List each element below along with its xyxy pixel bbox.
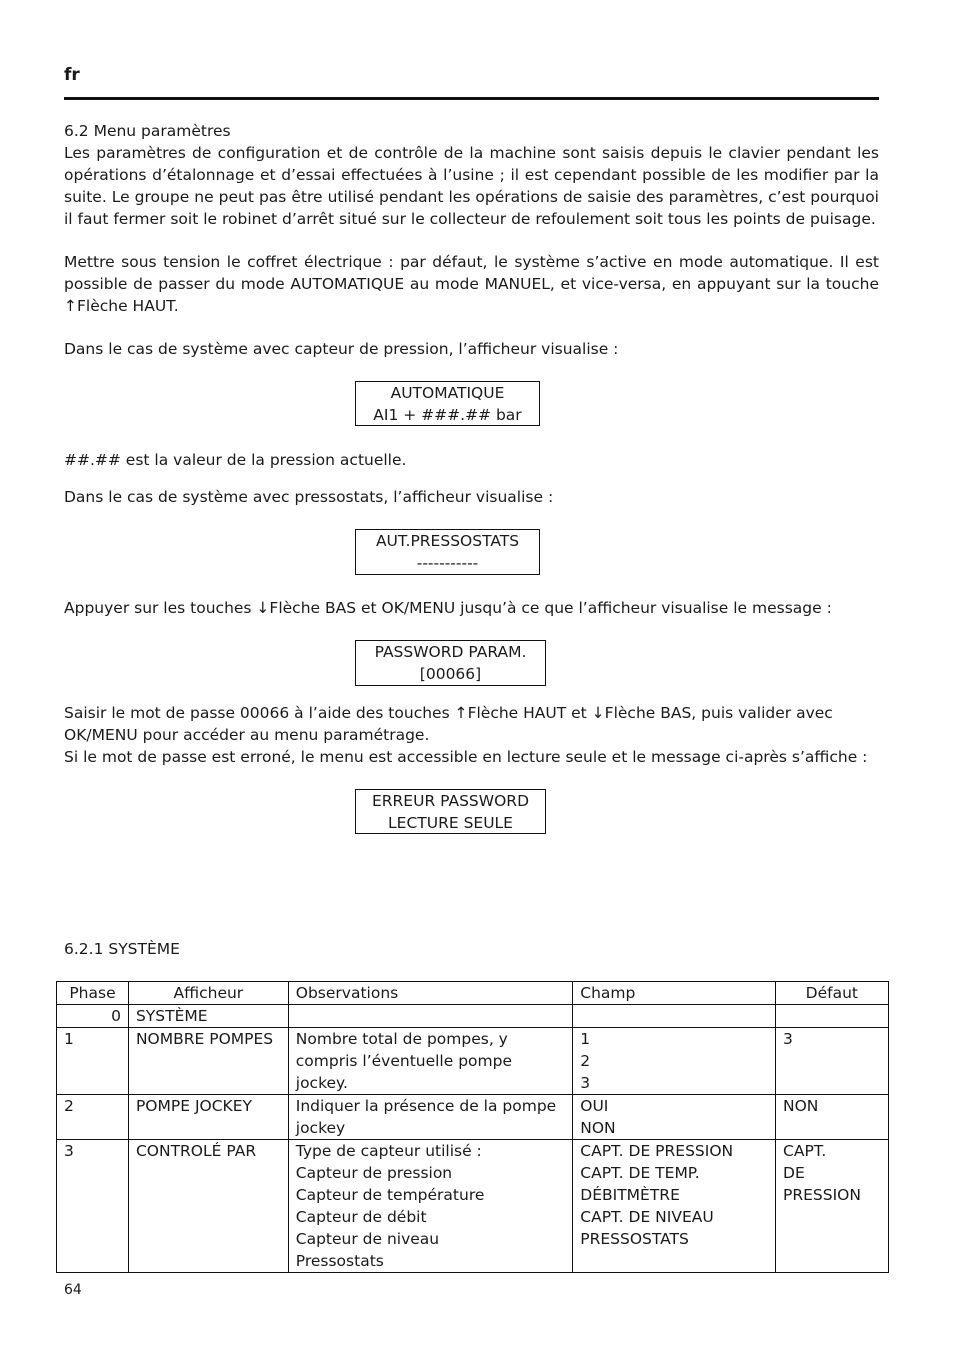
obs-line: Capteur de niveau xyxy=(295,1230,440,1248)
default-line: NON xyxy=(783,1097,819,1115)
cell-observations xyxy=(288,1028,573,1095)
field-option: 3 xyxy=(580,1074,591,1092)
obs-line: Capteur de température xyxy=(295,1186,485,1204)
obs-line: compris l’éventuelle pompe xyxy=(295,1052,513,1070)
display-line: AUTOMATIQUE xyxy=(390,384,505,402)
obs-line: Nombre total de pompes, y xyxy=(295,1030,508,1048)
table-header-row xyxy=(57,982,889,1005)
obs-line: Indiquer la présence de la pompe xyxy=(295,1097,557,1115)
cell-phase: 3 xyxy=(57,1140,129,1273)
cell-observations xyxy=(288,1095,573,1140)
default-line: CAPT. xyxy=(783,1142,827,1160)
cell-champ xyxy=(573,1005,776,1028)
password-entry-line2: OK/MENU pour accéder au menu paramétrage. xyxy=(64,726,430,744)
subsection-title: 6.2.1 SYSTÈME xyxy=(64,940,180,958)
field-option: NON xyxy=(580,1119,616,1137)
cell-champ xyxy=(573,1095,776,1140)
pressostat-paragraph: Dans le cas de système avec pressostats, l’afficheur visualise : xyxy=(64,488,554,506)
display-line: [00066] xyxy=(419,665,482,683)
field-option: CAPT. DE TEMP. xyxy=(580,1164,700,1182)
display-line: ----------- xyxy=(416,554,479,572)
system-parameters-table xyxy=(56,981,889,1273)
password-entry-line1: Saisir le mot de passe 00066 à l’aide des touches ↑Flèche HAUT et ↓Flèche BAS, puis valider avec xyxy=(64,704,833,722)
display-automatique xyxy=(355,381,540,426)
cell-phase: 2 xyxy=(57,1095,129,1140)
field-option: OUI xyxy=(580,1097,609,1115)
keys-paragraph: Appuyer sur les touches ↓Flèche BAS et OK/MENU jusqu’à ce que l’afficheur visualise le message : xyxy=(64,599,832,617)
cell-phase: 0 xyxy=(57,1005,129,1028)
section-title: 6.2 Menu paramètres xyxy=(64,122,231,140)
display-line: LECTURE SEULE xyxy=(388,814,513,832)
obs-line: Type de capteur utilisé : xyxy=(295,1142,482,1160)
obs-line: jockey xyxy=(295,1119,346,1137)
power-on-paragraph: Mettre sous tension le coffret électrique : par défaut, le système s’active en mode automatique. Il est possible de passer du mode AUTOMATIQUE au mode MANUEL, et vice-versa, en appuyant sur la touche ↑Flèche HAUT. xyxy=(64,253,879,315)
display-error-password xyxy=(355,789,546,834)
intro-paragraph: Les paramètres de configuration et de contrôle de la machine sont saisis depuis le clavier pendant les opérations d’étalonnage et d’essai effectuées à l’usine ; il est cependant possible de les modifier par la suite. Le groupe ne peut pas être utilisé pendant les opérations de saisie des paramètres, c’est pourquoi il faut fermer soit le robinet d’arrêt situé sur le collecteur de refoulement soit tous les points de puisage. xyxy=(64,144,879,228)
display-password xyxy=(355,640,546,686)
field-option: 2 xyxy=(580,1052,591,1070)
cell-defaut xyxy=(776,1005,889,1028)
field-option: CAPT. DE PRESSION xyxy=(580,1142,734,1160)
header-phase: Phase xyxy=(57,982,129,1005)
obs-line: Capteur de débit xyxy=(295,1208,427,1226)
table-row-phase-1 xyxy=(57,1028,889,1095)
cell-defaut xyxy=(776,1095,889,1140)
display-line: PASSWORD PARAM. xyxy=(374,643,527,661)
field-option: DÉBITMÈTRE xyxy=(580,1186,680,1204)
field-option: PRESSOSTATS xyxy=(580,1230,689,1248)
language-label: fr xyxy=(64,65,80,85)
header-champ: Champ xyxy=(573,982,776,1005)
cell-afficheur: CONTROLÉ PAR xyxy=(128,1140,288,1273)
table-row-phase-3 xyxy=(57,1140,889,1273)
table-row-phase-2 xyxy=(57,1095,889,1140)
password-error-line: Si le mot de passe est erroné, le menu est accessible en lecture seule et le message ci-après s’affiche : xyxy=(64,748,868,766)
cell-observations xyxy=(288,1140,573,1273)
cell-observations xyxy=(288,1005,573,1028)
pressure-sensor-paragraph: Dans le cas de système avec capteur de pression, l’afficheur visualise : xyxy=(64,340,619,358)
obs-line: Pressostats xyxy=(295,1252,384,1270)
field-option: 1 xyxy=(580,1030,591,1048)
default-line: PRESSION xyxy=(783,1186,861,1204)
cell-defaut xyxy=(776,1028,889,1095)
cell-phase: 1 xyxy=(57,1028,129,1095)
display-line: AUT.PRESSOSTATS xyxy=(375,532,520,550)
cell-afficheur: SYSTÈME xyxy=(128,1005,288,1028)
obs-line: Capteur de pression xyxy=(295,1164,453,1182)
cell-afficheur: POMPE JOCKEY xyxy=(128,1095,288,1140)
header-afficheur: Afficheur xyxy=(128,982,288,1005)
obs-line: jockey. xyxy=(295,1074,348,1092)
default-line: DE xyxy=(783,1164,805,1182)
display-pressostats xyxy=(355,529,540,575)
table-row-phase-0 xyxy=(57,1005,889,1028)
cell-afficheur: NOMBRE POMPES xyxy=(128,1028,288,1095)
header-defaut: Défaut xyxy=(776,982,889,1005)
field-option: CAPT. DE NIVEAU xyxy=(580,1208,714,1226)
header-observations: Observations xyxy=(288,982,573,1005)
cell-champ xyxy=(573,1028,776,1095)
display-line: ERREUR PASSWORD xyxy=(371,792,530,810)
cell-champ xyxy=(573,1140,776,1273)
display-line: AI1 + ###.## bar xyxy=(373,406,522,424)
page-number: 64 xyxy=(64,1282,82,1298)
default-line: 3 xyxy=(783,1030,793,1048)
cell-defaut xyxy=(776,1140,889,1273)
header-rule xyxy=(64,97,879,100)
pressure-value-note: ##.## est la valeur de la pression actuelle. xyxy=(64,451,407,469)
